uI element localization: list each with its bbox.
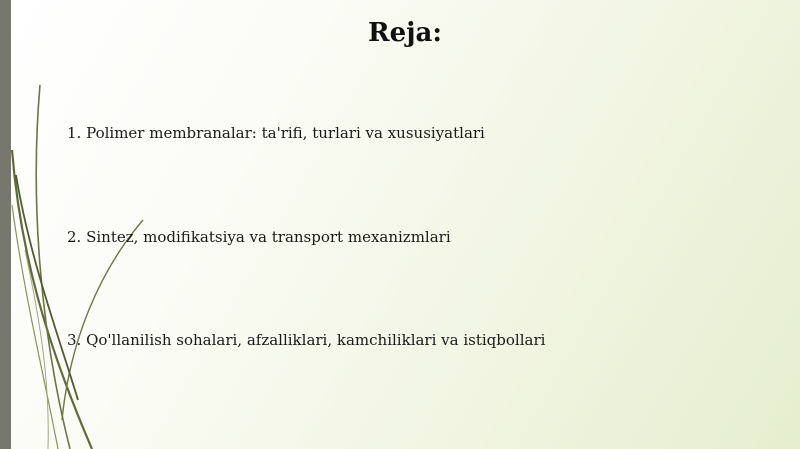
slide-title: Reja: xyxy=(367,18,442,48)
agenda-item-3: 3. Qo'llanilish sohalari, afzalliklari, kamchiliklari va istiqbollari xyxy=(67,331,546,349)
agenda-item-1: 1. Polimer membranalar: ta'rifi, turlari va xususiyatlari xyxy=(67,124,485,142)
agenda-item-2: 2. Sintez, modifikatsiya va transport mexanizmlari xyxy=(67,228,451,246)
grass-blade-4 xyxy=(12,205,58,449)
grass-blade-6 xyxy=(25,250,48,449)
grass-blade-1 xyxy=(12,150,92,449)
